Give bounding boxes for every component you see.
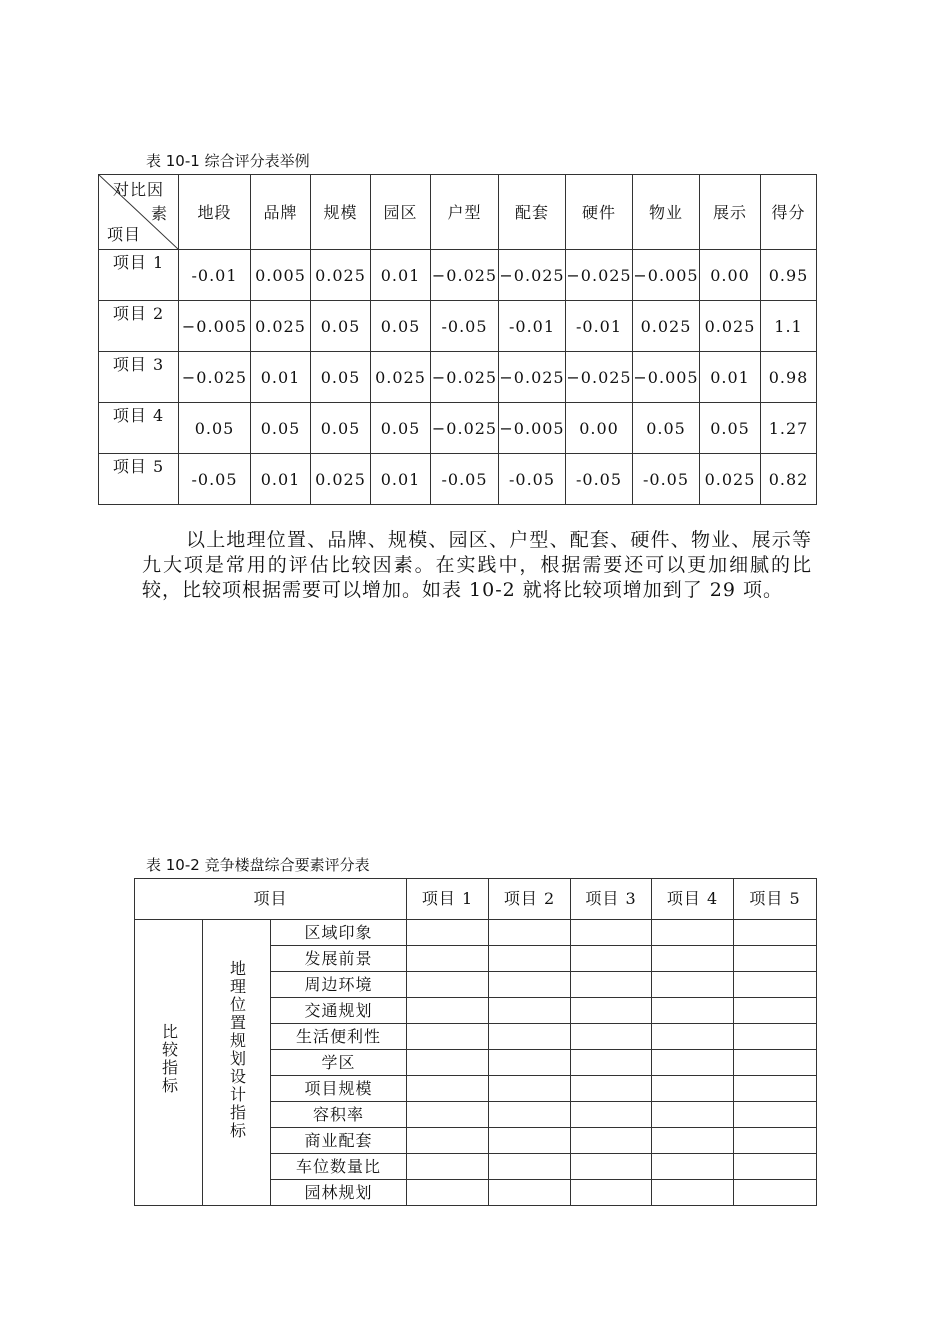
header-cell: 规模	[311, 175, 371, 250]
group-location-planning	[203, 920, 271, 1206]
empty-score-cell	[489, 1024, 571, 1050]
score-cell: 0.025	[311, 454, 371, 505]
diagonal-corner-cell	[99, 175, 179, 250]
score-cell: 0.005	[251, 250, 311, 301]
factor-label: 车位数量比	[271, 1154, 407, 1180]
table1-row	[99, 250, 817, 301]
row-label: 项目 3	[99, 352, 179, 403]
score-cell: 0.05	[311, 352, 371, 403]
empty-score-cell	[652, 998, 734, 1024]
factor-label: 生活便利性	[271, 1024, 407, 1050]
score-cell: -0.05	[499, 454, 566, 505]
score-cell: −0.025	[179, 352, 251, 403]
table1-row	[99, 403, 817, 454]
empty-score-cell	[734, 1128, 817, 1154]
empty-score-cell	[571, 1076, 652, 1102]
table1-scoring	[98, 174, 817, 505]
body-paragraph: 以上地理位置、品牌、规模、园区、户型、配套、硬件、物业、展示等九大项是常用的评估比较因素。在实践中，根据需要还可以更加细腻的比较，比较项根据需要可以增加。如表 10-2 就将比较项增加到了 29 项。	[142, 529, 812, 601]
score-cell: -0.05	[633, 454, 700, 505]
empty-score-cell	[489, 1076, 571, 1102]
empty-score-cell	[571, 920, 652, 946]
table1-header-row	[99, 175, 817, 250]
empty-score-cell	[489, 972, 571, 998]
empty-score-cell	[489, 1154, 571, 1180]
empty-score-cell	[652, 1050, 734, 1076]
row-label: 项目 1	[99, 250, 179, 301]
empty-score-cell	[652, 1154, 734, 1180]
score-cell: −0.025	[431, 352, 499, 403]
empty-score-cell	[652, 1128, 734, 1154]
empty-score-cell	[489, 1050, 571, 1076]
score-cell: 0.025	[371, 352, 431, 403]
score-cell: 0.98	[761, 352, 817, 403]
score-cell: -0.01	[179, 250, 251, 301]
score-cell: −0.005	[633, 250, 700, 301]
factor-label: 发展前景	[271, 946, 407, 972]
corner-factor-label-2: 素	[150, 204, 168, 223]
empty-score-cell	[407, 972, 489, 998]
score-cell: −0.025	[566, 250, 633, 301]
empty-score-cell	[571, 1024, 652, 1050]
table2-competition-scoring	[134, 878, 817, 1206]
empty-score-cell	[407, 1180, 489, 1206]
score-cell: −0.025	[499, 352, 566, 403]
table2-caption: 表 10-2 竞争楼盘综合要素评分表	[146, 856, 370, 874]
empty-score-cell	[652, 1180, 734, 1206]
row-label: 项目 5	[99, 454, 179, 505]
empty-score-cell	[407, 920, 489, 946]
group-location-planning-label: 地理位置规划设计指标	[227, 960, 247, 1140]
table1-row	[99, 352, 817, 403]
empty-score-cell	[489, 998, 571, 1024]
score-cell: 0.01	[371, 250, 431, 301]
header-cell: 园区	[371, 175, 431, 250]
score-cell: −0.005	[179, 301, 251, 352]
empty-score-cell	[571, 1102, 652, 1128]
empty-score-cell	[734, 1050, 817, 1076]
factor-label: 周边环境	[271, 972, 407, 998]
empty-score-cell	[652, 946, 734, 972]
header-cell: 品牌	[251, 175, 311, 250]
header-cell: 硬件	[566, 175, 633, 250]
score-cell: 0.05	[311, 301, 371, 352]
empty-score-cell	[407, 1076, 489, 1102]
empty-score-cell	[407, 998, 489, 1024]
group-compare-indicator	[135, 920, 203, 1206]
empty-score-cell	[652, 972, 734, 998]
score-cell: 0.01	[251, 352, 311, 403]
score-cell: −0.025	[431, 250, 499, 301]
group-compare-indicator-label: 比较指标	[159, 1023, 179, 1095]
empty-score-cell	[734, 1102, 817, 1128]
project-header: 项目 1	[407, 879, 489, 920]
empty-score-cell	[407, 1024, 489, 1050]
factor-label: 学区	[271, 1050, 407, 1076]
table1-caption: 表 10-1 综合评分表举例	[146, 152, 310, 170]
empty-score-cell	[489, 1180, 571, 1206]
empty-score-cell	[652, 1024, 734, 1050]
score-cell: 0.025	[700, 301, 761, 352]
empty-score-cell	[571, 1050, 652, 1076]
score-cell: 0.05	[179, 403, 251, 454]
empty-score-cell	[489, 1128, 571, 1154]
empty-score-cell	[407, 1154, 489, 1180]
score-cell: 0.05	[371, 403, 431, 454]
score-cell: 0.05	[311, 403, 371, 454]
empty-score-cell	[407, 946, 489, 972]
header-cell: 户型	[431, 175, 499, 250]
header-cell: 展示	[700, 175, 761, 250]
empty-score-cell	[734, 1180, 817, 1206]
score-cell: 0.025	[311, 250, 371, 301]
table2-header-row	[135, 879, 817, 920]
empty-score-cell	[734, 1076, 817, 1102]
project-header: 项目 2	[489, 879, 571, 920]
score-cell: 0.05	[700, 403, 761, 454]
empty-score-cell	[571, 946, 652, 972]
empty-score-cell	[734, 972, 817, 998]
empty-score-cell	[571, 1128, 652, 1154]
header-cell: 得分	[761, 175, 817, 250]
corner-item-label: 项目	[107, 225, 142, 244]
empty-score-cell	[571, 1154, 652, 1180]
score-cell: 0.95	[761, 250, 817, 301]
score-cell: 1.27	[761, 403, 817, 454]
factor-label: 商业配套	[271, 1128, 407, 1154]
header-cell: 物业	[633, 175, 700, 250]
row-label: 项目 4	[99, 403, 179, 454]
project-header: 项目 4	[652, 879, 734, 920]
score-cell: −0.005	[633, 352, 700, 403]
empty-score-cell	[734, 1024, 817, 1050]
score-cell: −0.025	[431, 403, 499, 454]
header-cell: 配套	[499, 175, 566, 250]
score-cell: 0.01	[251, 454, 311, 505]
empty-score-cell	[734, 920, 817, 946]
factor-label: 交通规划	[271, 998, 407, 1024]
empty-score-cell	[652, 1076, 734, 1102]
score-cell: -0.05	[179, 454, 251, 505]
score-cell: -0.05	[566, 454, 633, 505]
factor-label: 园林规划	[271, 1180, 407, 1206]
score-cell: 0.05	[251, 403, 311, 454]
score-cell: −0.025	[499, 250, 566, 301]
empty-score-cell	[571, 1180, 652, 1206]
empty-score-cell	[734, 998, 817, 1024]
score-cell: 0.025	[633, 301, 700, 352]
empty-score-cell	[407, 1050, 489, 1076]
factor-label: 容积率	[271, 1102, 407, 1128]
project-header: 项目 5	[734, 879, 817, 920]
score-cell: -0.01	[566, 301, 633, 352]
table2-row	[135, 920, 817, 946]
empty-score-cell	[407, 1128, 489, 1154]
empty-score-cell	[489, 946, 571, 972]
empty-score-cell	[407, 1102, 489, 1128]
empty-score-cell	[734, 1154, 817, 1180]
empty-score-cell	[571, 998, 652, 1024]
empty-score-cell	[489, 1102, 571, 1128]
row-label: 项目 2	[99, 301, 179, 352]
empty-score-cell	[489, 920, 571, 946]
score-cell: -0.05	[431, 454, 499, 505]
table1-row	[99, 454, 817, 505]
score-cell: 0.82	[761, 454, 817, 505]
header-item-cell: 项目	[135, 879, 407, 920]
score-cell: -0.01	[499, 301, 566, 352]
project-header: 项目 3	[571, 879, 652, 920]
factor-label: 区域印象	[271, 920, 407, 946]
empty-score-cell	[652, 920, 734, 946]
score-cell: 0.00	[700, 250, 761, 301]
score-cell: −0.005	[499, 403, 566, 454]
empty-score-cell	[652, 1102, 734, 1128]
score-cell: 0.05	[633, 403, 700, 454]
empty-score-cell	[571, 972, 652, 998]
score-cell: 0.01	[371, 454, 431, 505]
score-cell: 0.025	[700, 454, 761, 505]
empty-score-cell	[734, 946, 817, 972]
score-cell: -0.05	[431, 301, 499, 352]
score-cell: 0.05	[371, 301, 431, 352]
score-cell: 0.00	[566, 403, 633, 454]
header-cell: 地段	[179, 175, 251, 250]
score-cell: 1.1	[761, 301, 817, 352]
corner-factor-label: 对比因	[113, 180, 165, 199]
score-cell: −0.025	[566, 352, 633, 403]
factor-label: 项目规模	[271, 1076, 407, 1102]
score-cell: 0.025	[251, 301, 311, 352]
table1-row	[99, 301, 817, 352]
score-cell: 0.01	[700, 352, 761, 403]
